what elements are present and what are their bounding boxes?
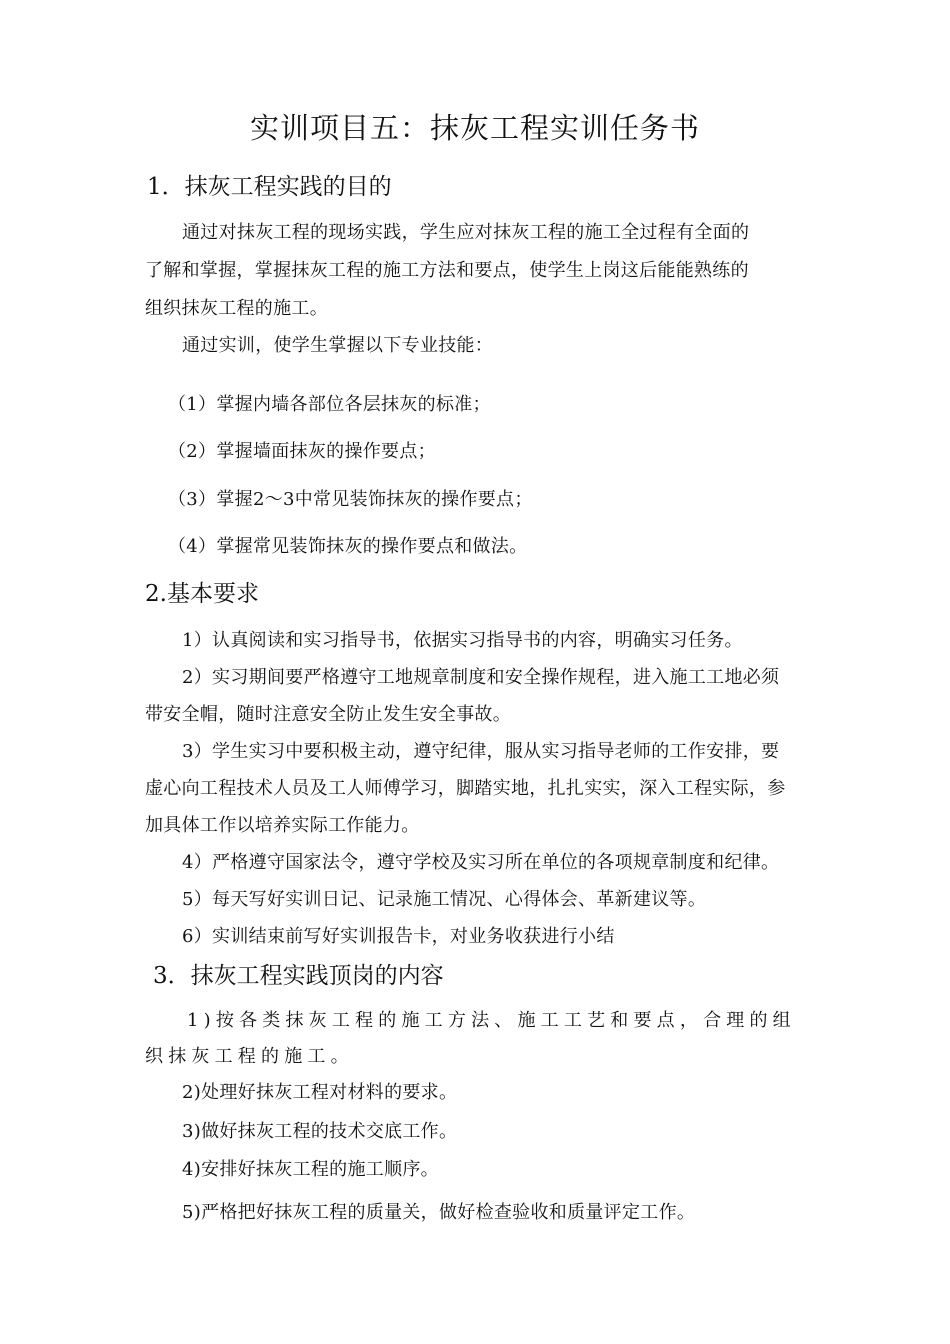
s1-item-3: （3）掌握2～3中常见装饰抹灰的操作要点； — [168, 489, 533, 510]
s3-line-2: 2)处理好抹灰工程对材料的要求。 — [182, 1082, 458, 1103]
s2-line-6: 6）实训结束前写好实训报告卡，对业务收获进行小结 — [182, 926, 615, 947]
section-1-heading: 1．抹灰工程实践的目的 — [147, 174, 392, 200]
s1-item-1: （1）掌握内墙各部位各层抹灰的标准； — [168, 394, 491, 415]
s1-paragraph-line-2: 了解和掌握，掌握抹灰工程的施工方法和要点，使学生上岗这后能能熟练的 — [145, 260, 749, 281]
s1-paragraph-line-1: 通过对抹灰工程的现场实践，学生应对抹灰工程的施工全过程有全面的 — [182, 222, 750, 243]
s2-line-4: 4）严格遵守国家法令，遵守学校及实习所在单位的各项规章制度和纪律。 — [182, 852, 780, 873]
section-2-heading: 2.基本要求 — [145, 581, 259, 607]
s2-line-3a: 3）学生实习中要积极主动，遵守纪律，服从实习指导老师的工作安排，要 — [182, 741, 780, 762]
s2-line-2a: 2）实习期间要严格遵守工地规章制度和安全操作规程，进入施工工地必须 — [182, 667, 780, 688]
s1-item-2: （2）掌握墙面抹灰的操作要点； — [168, 441, 436, 462]
s2-line-3b: 虚心向工程技术人员及工人师傅学习，脚踏实地，扎扎实实，深入工程实际，参 — [145, 778, 786, 799]
s2-line-2b: 带安全帽，随时注意安全防止发生安全事故。 — [145, 704, 511, 725]
s2-line-3c: 加具体工作以培养实际工作能力。 — [145, 815, 420, 836]
s2-line-5: 5）每天写好实训日记、记录施工情况、心得体会、革新建议等。 — [182, 889, 707, 910]
s3-line-5: 5)严格把好抹灰工程的质量关，做好检查验收和质量评定工作。 — [182, 1202, 696, 1223]
s3-line-4: 4)安排好抹灰工程的施工顺序。 — [182, 1159, 439, 1180]
section-3-heading: 3．抹灰工程实践顶岗的内容 — [153, 963, 444, 989]
s3-line-3: 3)做好抹灰工程的技术交底工作。 — [182, 1121, 458, 1142]
document-title: 实训项目五：抹灰工程实训任务书 — [249, 111, 700, 145]
s1-paragraph-line-3: 组织抹灰工程的施工。 — [145, 298, 328, 319]
s3-line-1a: 1)按各类抹灰工程的施工方法、施工工艺和要点，合理的组 — [187, 1010, 796, 1031]
s1-item-4: （4）掌握常见装饰抹灰的操作要点和做法。 — [168, 536, 528, 557]
s3-line-1b: 织抹灰工程的施工。 — [145, 1046, 354, 1067]
s2-line-1: 1）认真阅读和实习指导书，依据实习指导书的内容，明确实习任务。 — [182, 630, 743, 651]
s1-intro: 通过实训，使学生掌握以下专业技能： — [182, 335, 494, 356]
